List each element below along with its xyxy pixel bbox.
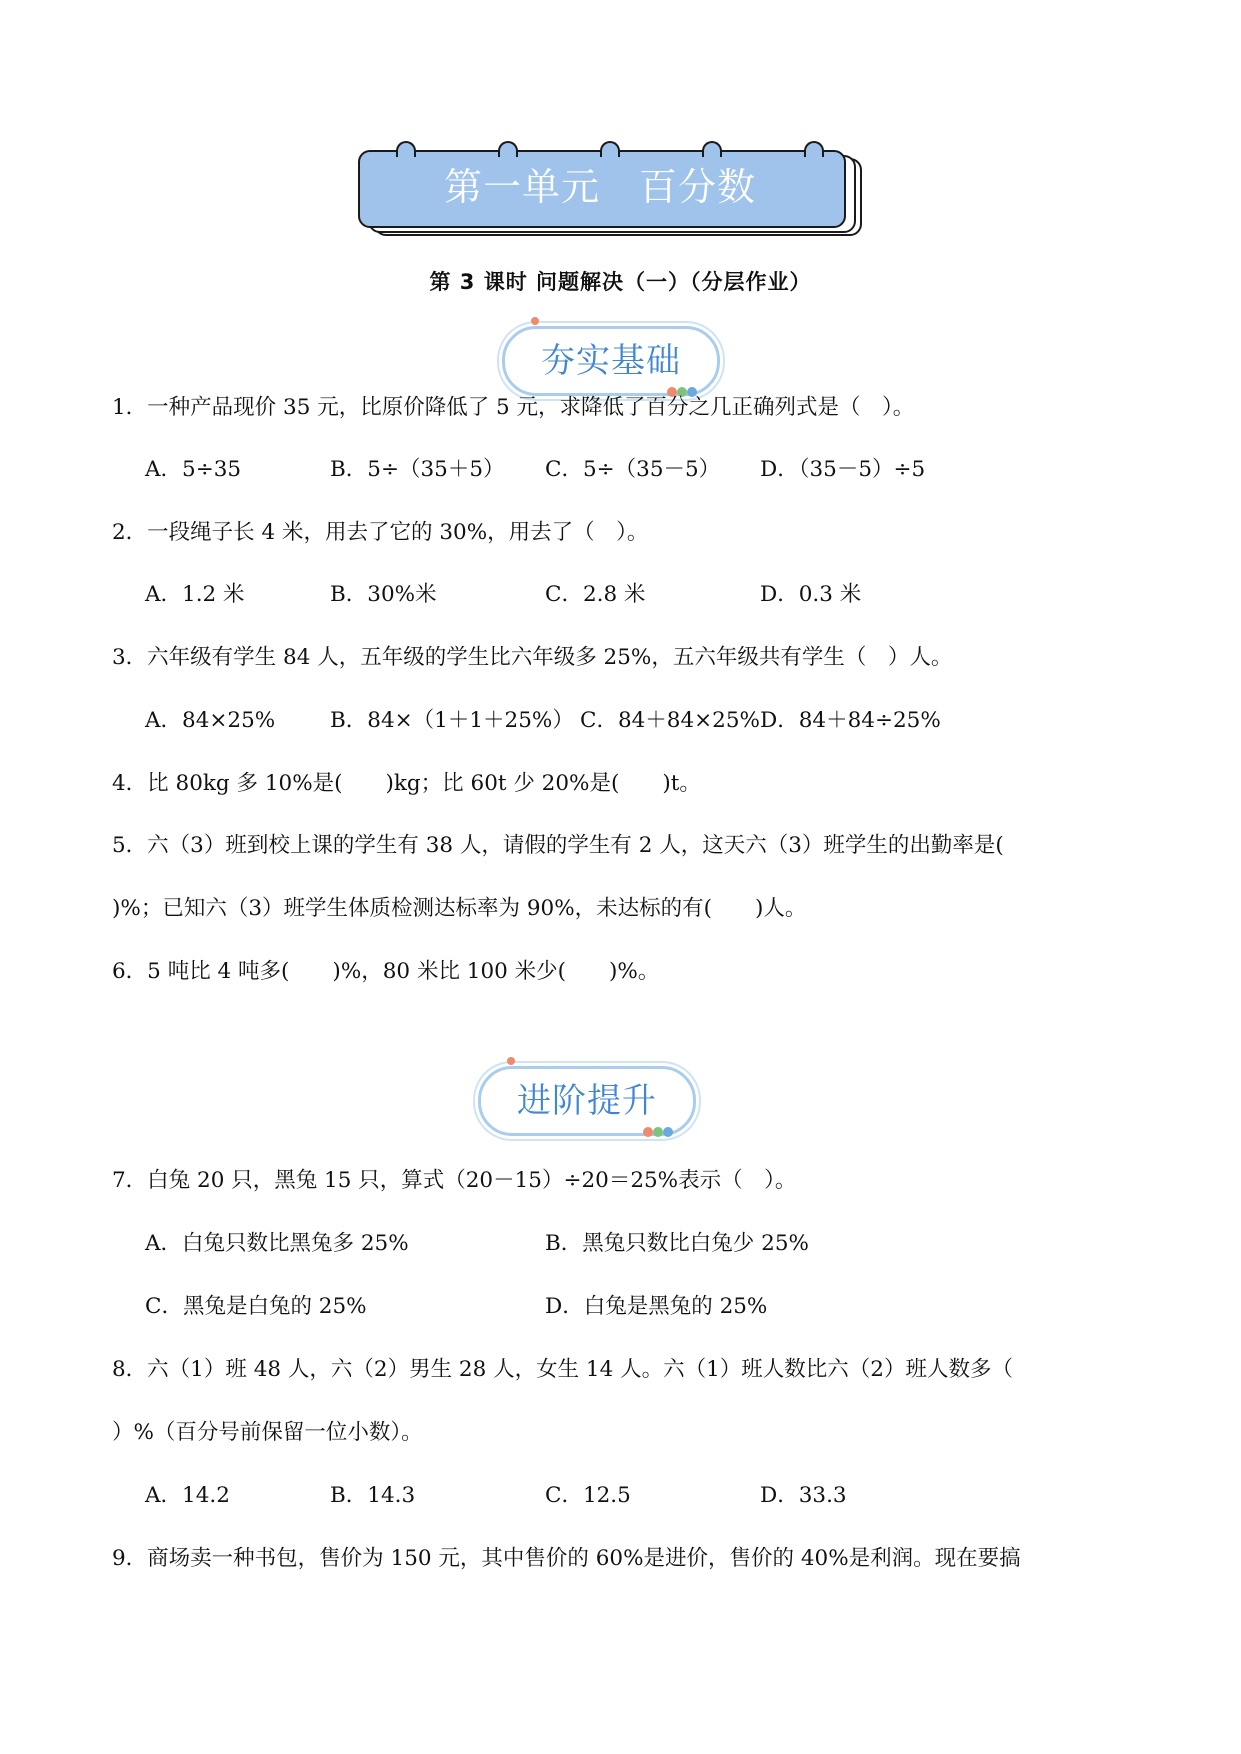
question-2-option-d: D．0.3 米 [760, 582, 862, 607]
question-7-option-b: B．黑兔只数比白兔少 25% [545, 1231, 809, 1256]
dots-decoration-icon [643, 1127, 673, 1137]
question-1-option-c: C．5÷（35－5） [545, 457, 721, 482]
question-5-line-1: 5．六（3）班到校上课的学生有 38 人，请假的学生有 2 人，这天六（3）班学生的出勤率是( [112, 833, 1004, 858]
unit-title: 第一单元 百分数 [443, 165, 756, 209]
section-title-advanced: 进阶提升 [517, 1081, 657, 1121]
question-3-option-d: D．84＋84÷25% [760, 708, 941, 733]
question-3-option-b: B．84×（1＋1＋25%） [330, 708, 574, 733]
question-1-stem: 1．一种产品现价 35 元，比原价降低了 5 元，求降低了百分之几正确列式是（ ）。 [112, 395, 915, 420]
question-7-option-a: A．白兔只数比黑兔多 25% [145, 1231, 409, 1256]
section-title-basic: 夯实基础 [541, 341, 681, 381]
question-8-option-a: A．14.2 [145, 1483, 230, 1508]
question-8-option-b: B．14.3 [330, 1483, 416, 1508]
question-8-line-2: ）%（百分号前保留一位小数）。 [112, 1420, 423, 1445]
question-3-option-c: C．84＋84×25% [580, 708, 760, 733]
question-6-stem: 6．5 吨比 4 吨多( )%，80 米比 100 米少( )%。 [112, 959, 660, 984]
question-3-stem: 3．六年级有学生 84 人，五年级的学生比六年级多 25%，五六年级共有学生（ ）人。 [112, 645, 953, 670]
section-badge-advanced [478, 1066, 696, 1136]
question-8-line-1: 8．六（1）班 48 人，六（2）男生 28 人，女生 14 人。六（1）班人数比六（2）班人数多（ [112, 1357, 1013, 1382]
question-7-stem: 7．白兔 20 只，黑兔 15 只，算式（20－15）÷20＝25%表示（ ）。 [112, 1168, 797, 1193]
pin-icon [507, 1057, 515, 1065]
question-9-stem: 9．商场卖一种书包，售价为 150 元，其中售价的 60%是进价，售价的 40%是利润。现在要搞 [112, 1546, 1021, 1571]
question-2-option-b: B．30%米 [330, 582, 437, 607]
question-5-line-2: )%；已知六（3）班学生体质检测达标率为 90%，未达标的有( )人。 [112, 896, 807, 921]
pin-icon [531, 317, 539, 325]
question-1-option-a: A．5÷35 [145, 457, 242, 482]
question-4-stem: 4．比 80kg 多 10%是( )kg；比 60t 少 20%是( )t。 [112, 771, 701, 796]
question-2-option-c: C．2.8 米 [545, 582, 646, 607]
question-1-option-d: D．（35－5）÷5 [760, 457, 926, 482]
question-3-option-a: A．84×25% [145, 708, 276, 733]
section-badge-basic [502, 326, 720, 396]
question-1-option-b: B．5÷（35＋5） [330, 457, 505, 482]
question-2-stem: 2．一段绳子长 4 米，用去了它的 30%，用去了（ ）。 [112, 520, 649, 545]
question-8-option-c: C．12.5 [545, 1483, 631, 1508]
unit-banner [358, 150, 858, 236]
question-7-option-d: D．白兔是黑兔的 25% [545, 1294, 768, 1319]
question-8-option-d: D．33.3 [760, 1483, 847, 1508]
question-2-option-a: A．1.2 米 [145, 582, 245, 607]
lesson-title: 第 3 课时 问题解决（一）（分层作业） [429, 270, 812, 294]
question-7-option-c: C．黑兔是白兔的 25% [145, 1294, 367, 1319]
